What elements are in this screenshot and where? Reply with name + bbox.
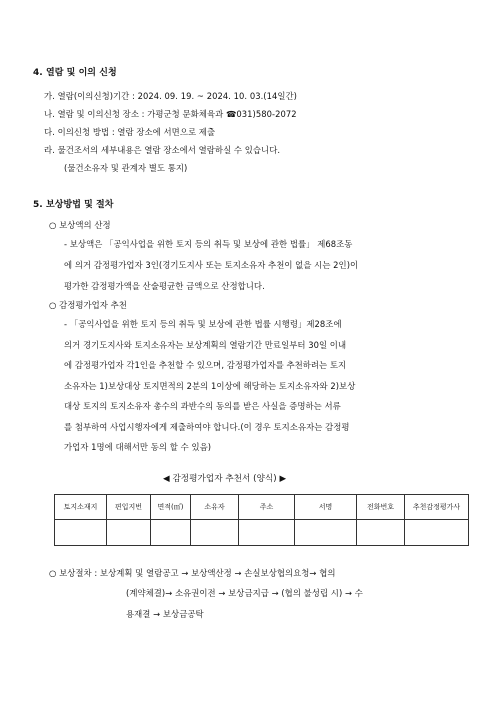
- form-empty-cell: [107, 520, 151, 546]
- sub2-line: 를 첨부하여 사업시행자에게 제출하여야 합니다.(이 경우 토지소유자는 감정평: [64, 422, 350, 432]
- form-header-cell: 주소: [239, 495, 295, 520]
- sub2-heading: ○ 감정평가업자 추천: [49, 300, 127, 310]
- procedure-line: (계약체결)→ 소유권이전 → 보상금지급 → (협의 불성립 시) → 수: [126, 588, 363, 598]
- section4-item-period: 가. 열람(이의신청)기간 : 2024. 09. 19. ~ 2024. 10. 03.(14일간): [44, 91, 297, 101]
- procedure-line: 용재결 → 보상금공탁: [126, 609, 204, 619]
- sub2-line: 가업자 1명에 대해서만 동의 할 수 있음): [64, 442, 212, 452]
- form-header-cell: 편입지번: [107, 495, 151, 520]
- sub2-line: 대상 토지의 토지소유자 총수의 과반수의 동의를 받은 사실을 증명하는 서류: [64, 401, 341, 411]
- form-header-cell: 서명: [295, 495, 357, 520]
- form-header-cell: 전화번호: [357, 495, 405, 520]
- form-empty-cell: [151, 520, 191, 546]
- section4-item-method: 다. 이의신청 방법 : 열람 장소에 서면으로 제출: [44, 127, 216, 137]
- sub1-heading: ○ 보상액의 산정: [49, 220, 111, 230]
- form-empty-cell: [239, 520, 295, 546]
- sub1-line: 평가한 감정평가액을 산술평균한 금액으로 산정합니다.: [64, 281, 265, 291]
- form-empty-cell: [55, 520, 107, 546]
- sub2-line: 소유자는 1)보상대상 토지면적의 2분의 1이상에 해당하는 토지소유자와 2)보상: [64, 381, 356, 391]
- sub1-line: - 보상액은 「공익사업을 위한 토지 등의 취득 및 보상에 관한 법률」 제68조동: [64, 239, 353, 249]
- sub2-line: 에 감정평가업자 각1인을 추천할 수 있으며, 감정평가업자를 추천하려는 토지: [64, 360, 347, 370]
- section4-item-place: 나. 열람 및 이의신청 장소 : 가평군청 문화체육과 ☎031)580-2072: [44, 109, 297, 119]
- sub2-line: 의거 경기도지사와 토지소유자는 보상계획의 열람기간 만료일부터 30일 이내: [64, 340, 347, 350]
- section4-item-note: (물건소유자 및 관계자 별도 통지): [64, 163, 188, 173]
- form-empty-row: [55, 520, 469, 546]
- section4-title: 4. 열람 및 이의 신청: [33, 68, 117, 78]
- form-header-cell: 면적(㎡): [151, 495, 191, 520]
- form-header-row: [55, 495, 469, 520]
- form-header-cell: 추천감정평가사: [405, 495, 469, 520]
- form-empty-cell: [405, 520, 469, 546]
- section5-title: 5. 보상방법 및 절차: [33, 200, 114, 210]
- procedure-line: ○ 보상절차 : 보상계획 및 열람공고 → 보상액산정 → 손실보상협의요청→ 협의: [49, 568, 336, 578]
- section4-item-details: 라. 물건조서의 세부내용은 열람 장소에서 열람하실 수 있습니다.: [44, 145, 281, 155]
- form-empty-cell: [357, 520, 405, 546]
- recommendation-form-table: [54, 494, 469, 546]
- sub1-line: 에 의거 감정평가업자 3인(경기도지사 또는 토지소유자 추천이 없을 시는 2인)이: [64, 260, 359, 270]
- form-title: ◀ 감정평가업자 추천서 (양식) ▶: [163, 474, 287, 484]
- sub2-first-line: - 「공익사업을 위한 토지 등의 취득 및 보상에 관한 법률 시행령」제28조에: [64, 319, 342, 329]
- form-empty-cell: [295, 520, 357, 546]
- form-header-cell: 토지소재지: [55, 495, 107, 520]
- form-header-cell: 소유자: [191, 495, 239, 520]
- form-empty-cell: [191, 520, 239, 546]
